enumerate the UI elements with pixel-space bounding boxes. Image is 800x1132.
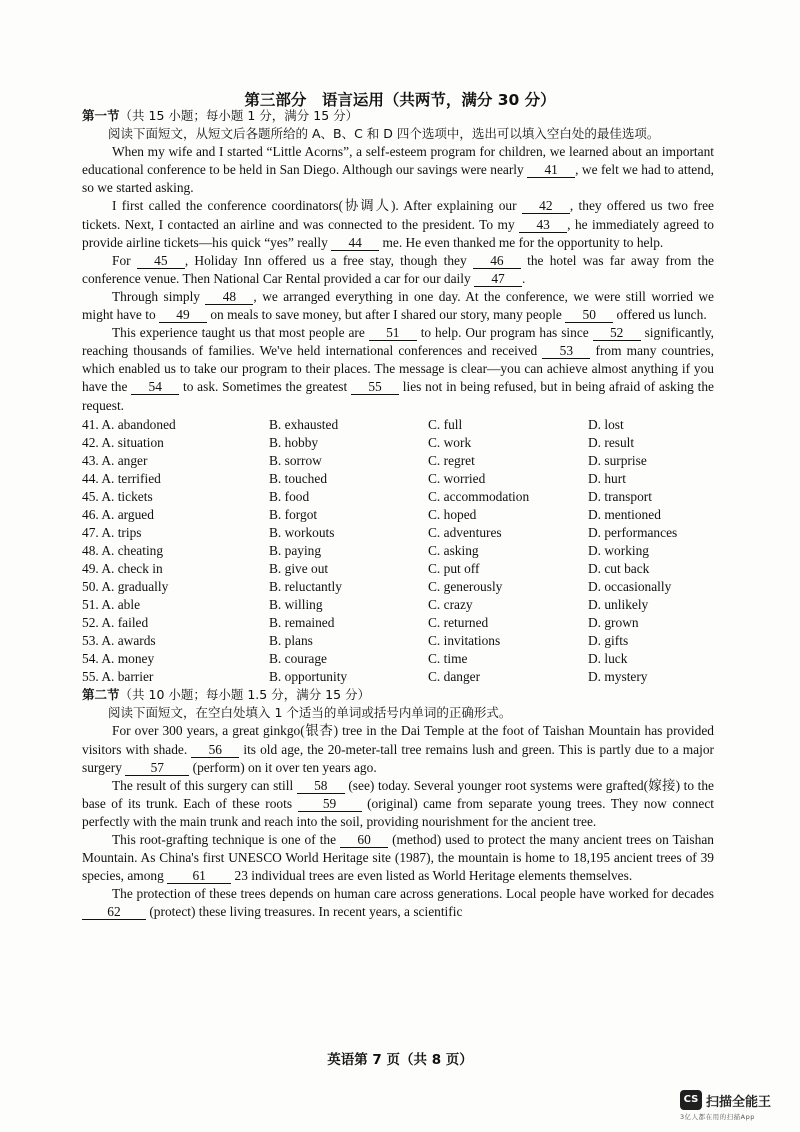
passage1-para3: For 45 , Holiday Inn offered us a free stay, though they 46 the hotel was far away from the conference venue. Then National Car Rental provided a car for our daily 47 .	[82, 252, 714, 286]
option-row: 54. A. money B. courage C. time D. luck	[82, 651, 628, 667]
passage1-para5: This experience taught us that most people are 51 to help. Our program has since 52 significantly, reaching thousands of families. We've held international conferences and received 53 from many countries, which enabled us to take our program to their places. The message is clear—you can achieve almost anything if you have the 54 to ask. Sometimes the greatest 55 lies not in being refused, but in being afraid of asking the request.	[82, 325, 715, 413]
passage2-para3: This root-grafting technique is one of the 60 (method) used to protect the many ancient trees on Taishan Mountain. As China's first UNESCO World Heritage site (1987), the mountain is home to 18,195 ancient trees of 39 species, among 61 23 individual trees are even listed as World Heritage elements themselves.	[82, 832, 714, 884]
blank-60: 60	[340, 832, 388, 848]
blank-45: 45	[137, 253, 185, 269]
option-row: 55. A. barrier B. opportunity C. danger D. mystery	[82, 669, 648, 685]
page-content	[82, 107, 714, 922]
watermark-name: 扫描全能王	[706, 1095, 772, 1110]
option-row: 41. A. abandoned B. exhausted C. full D. lost	[82, 416, 624, 432]
blank-46: 46	[473, 253, 521, 269]
options-table	[82, 416, 714, 687]
blank-55: 55	[351, 379, 399, 395]
blank-51: 51	[369, 325, 417, 341]
section2-heading: 第二节	[82, 687, 120, 703]
blank-61: 61	[167, 868, 231, 884]
section1-instructions: 阅读下面短文，从短文后各题所给的 A、B、C 和 D 四个选项中，选出可以填入空白处的最佳选项。	[108, 126, 660, 142]
passage1-para4: Through simply 48 , we arranged everything in one day. At the conference, we were still worried we might have to 49 on meals to save money, but after I shared our story, many people 50 offered us lunch.	[82, 288, 714, 323]
option-row: 42. A. situation B. hobby C. work D. result	[82, 434, 635, 450]
passage1-para1: When my wife and I started “Little Acorns”, a self-esteem program for children, we learned about an important educational conference to be held in San Diego. Although our savings were nearly 41 , we felt we had to attend, so we started asking.	[82, 144, 714, 196]
option-row: 44. A. terrified B. touched C. worried D. hurt	[82, 470, 626, 486]
passage1-para2: I first called the conference coordinators(协调人). After explaining our 42 , they offered us two free tickets. Next, I contacted an airline and was connected to the president. To my 43 , he immediately agreed to provide airline tickets—his quick “yes” really 44 me. He even thanked me for the opportunity to help.	[82, 198, 714, 250]
option-row: 50. A. gradually B. reluctantly C. generously D. occasionally	[82, 579, 672, 594]
blank-49: 49	[159, 307, 207, 323]
part-title: 第三部分 语言运用（共两节，满分 30 分）	[244, 91, 556, 109]
blank-44: 44	[331, 235, 379, 251]
blank-56: 56	[191, 742, 239, 758]
section1-note: （共 15 小题；每小题 1 分，满分 15 分）	[119, 108, 359, 123]
blank-53: 53	[542, 343, 590, 359]
blank-42: 42	[522, 198, 570, 214]
section1-heading: 第一节	[82, 108, 120, 123]
blank-54: 54	[131, 379, 179, 395]
option-row: 46. A. argued B. forgot C. hoped D. mentioned	[82, 506, 661, 522]
blank-47: 47	[474, 271, 522, 287]
section2-note: （共 10 小题；每小题 1.5 分，满分 15 分）	[119, 687, 371, 703]
blank-58: 58	[297, 778, 345, 794]
passage2-para2: The result of this surgery can still 58 (see) today. Several younger root systems were grafted(嫁接) to the base of its trunk. Each of these roots 59 (original) came from separate young trees. They now connect perfectly with the main trunk and reach into the soil, providing nourishment for the ancient tree.	[82, 777, 714, 829]
camscanner-logo-icon: CS	[680, 1090, 702, 1110]
blank-59: 59	[298, 796, 362, 812]
passage2-para4: The protection of these trees depends on human care across generations. Local people have worked for decades 62 (protect) these living treasures. In recent years, a scientific	[82, 885, 714, 921]
option-row: 51. A. able B. willing C. crazy D. unlikely	[82, 597, 649, 613]
option-row: 53. A. awards B. plans C. invitations D. gifts	[82, 633, 629, 649]
blank-52: 52	[593, 325, 641, 341]
section2-instructions: 阅读下面短文，在空白处填入 1 个适当的单词或括号内单词的正确形式。	[108, 705, 512, 721]
option-row: 49. A. check in B. give out C. put off D. cut back	[82, 560, 650, 576]
scanner-watermark	[678, 1088, 786, 1122]
option-row: 45. A. tickets B. food C. accommodation D. transport	[82, 488, 652, 504]
section2-header	[82, 686, 714, 704]
watermark-tagline: 3亿人都在用的扫描App	[680, 1113, 755, 1121]
section1-header	[82, 107, 714, 125]
passage2-para1: For over 300 years, a great ginkgo(银杏) tree in the Dai Temple at the foot of Taishan Mountain has provided visitors with shade. 56 its old age, the 20-meter-tall tree remains lush and green. This is partly due to a major surgery 57 (perform) on it over ten years ago.	[82, 723, 714, 775]
option-row: 52. A. failed B. remained C. returned D. grown	[82, 615, 639, 631]
option-row: 48. A. cheating B. paying C. asking D. working	[82, 542, 649, 558]
blank-62: 62	[82, 904, 146, 920]
blank-57: 57	[125, 760, 189, 776]
blank-43: 43	[519, 217, 567, 233]
blank-41: 41	[527, 162, 575, 178]
option-row: 47. A. trips B. workouts C. adventures D. performances	[82, 524, 678, 540]
option-row: 43. A. anger B. sorrow C. regret D. surprise	[82, 452, 647, 468]
blank-50: 50	[565, 307, 613, 323]
blank-48: 48	[205, 289, 253, 305]
page-footer: 英语第 7 页（共 8 页）	[327, 1052, 473, 1068]
